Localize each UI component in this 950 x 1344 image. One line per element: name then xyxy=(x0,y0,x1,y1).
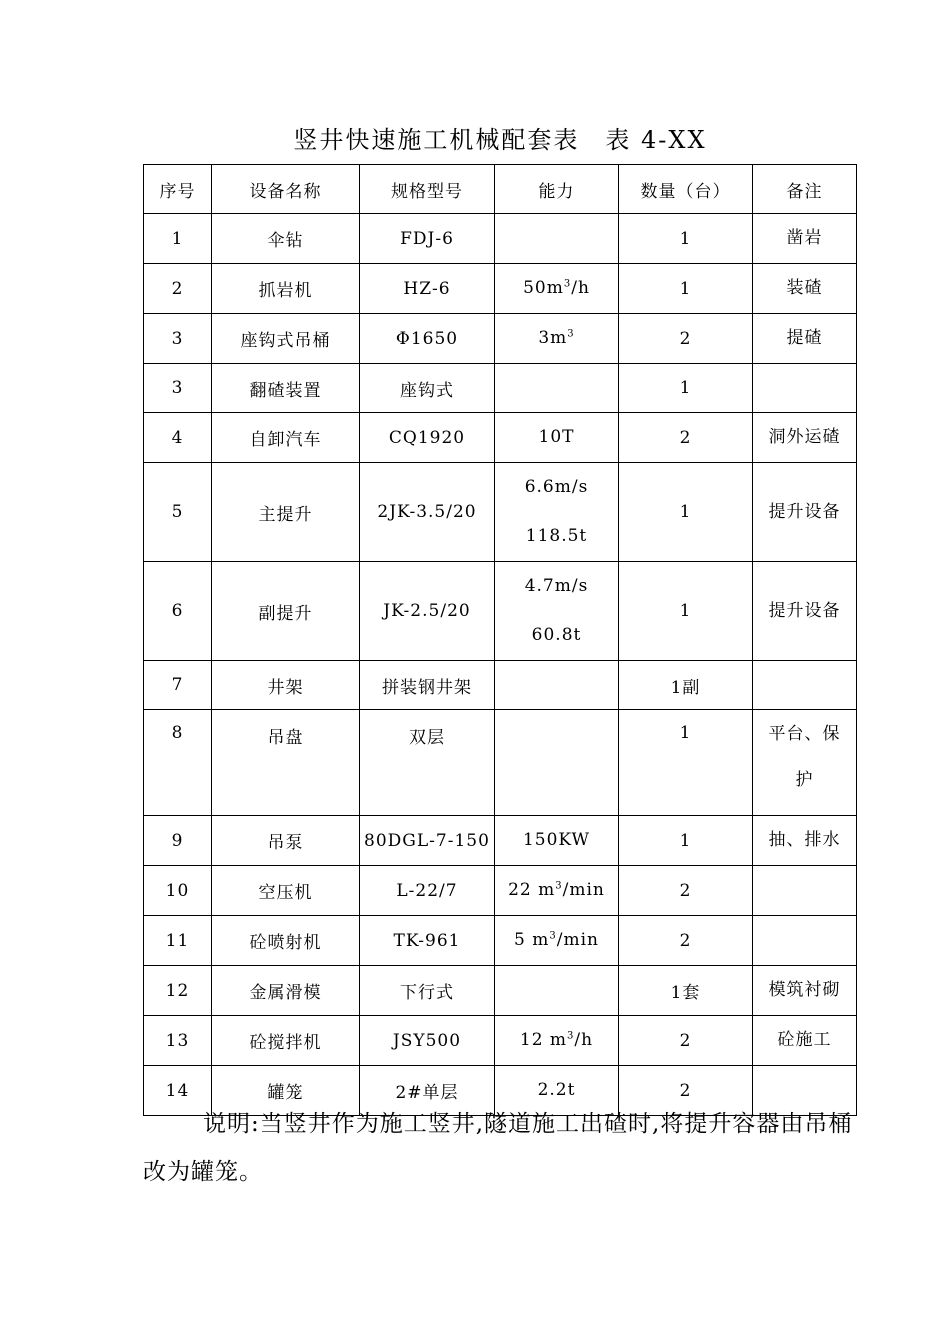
cell-note xyxy=(753,1016,857,1066)
cell-note xyxy=(753,866,857,916)
capacity-line: $50m^3/h$ xyxy=(523,278,590,298)
cell-model: CQ1920 xyxy=(360,413,495,463)
note-line: 提碴 xyxy=(786,328,823,348)
column-header: 规格型号 xyxy=(360,165,495,214)
cell-note xyxy=(753,661,857,710)
capacity-line: 150KW xyxy=(522,830,590,850)
capacity-line: 22 $m^3/\min$ xyxy=(508,880,605,900)
cell-note xyxy=(753,413,857,463)
cell-note xyxy=(753,214,857,264)
cell-model: 座钩式 xyxy=(360,364,495,413)
note-line: 凿岩 xyxy=(786,228,823,248)
cell-capacity xyxy=(495,866,619,916)
cell-note xyxy=(753,463,857,562)
column-header: 设备名称 xyxy=(212,165,360,214)
cell-no: 10 xyxy=(144,866,212,916)
table-row xyxy=(144,816,857,866)
cell-no: 5 xyxy=(144,463,212,562)
cell-quantity: 1 xyxy=(619,364,753,413)
note-line: 砼施工 xyxy=(777,1030,832,1050)
cell-name: 空压机 xyxy=(212,866,360,916)
cell-capacity xyxy=(495,816,619,866)
column-header: 备注 xyxy=(753,165,857,214)
table-row xyxy=(144,413,857,463)
capacity-line: 118.5t xyxy=(525,526,588,546)
cell-quantity: 1 xyxy=(619,264,753,314)
table-row xyxy=(144,661,857,710)
cell-capacity xyxy=(495,1016,619,1066)
equipment-table xyxy=(143,164,857,1116)
cell-model: 2JK-3.5/20 xyxy=(360,463,495,562)
note-line: 模筑衬砌 xyxy=(768,980,841,1000)
cell-quantity: 2 xyxy=(619,314,753,364)
cell-capacity xyxy=(495,916,619,966)
note-line: 抽、排水 xyxy=(768,830,841,850)
cell-no: 11 xyxy=(144,916,212,966)
cell-model: 双层 xyxy=(360,710,495,816)
cell-model: Φ1650 xyxy=(360,314,495,364)
cell-note xyxy=(753,710,857,816)
cell-quantity: 1 xyxy=(619,214,753,264)
cell-no: 2 xyxy=(144,264,212,314)
note-line: 平台、保 xyxy=(768,724,841,744)
table-row xyxy=(144,314,857,364)
cell-capacity xyxy=(495,264,619,314)
cell-capacity xyxy=(495,314,619,364)
note-line: 提升设备 xyxy=(768,600,841,621)
cell-no: 1 xyxy=(144,214,212,264)
note-line: 提升设备 xyxy=(768,501,841,522)
cell-note xyxy=(753,816,857,866)
cell-name: 座钩式吊桶 xyxy=(212,314,360,364)
table-row xyxy=(144,463,857,562)
cell-no: 4 xyxy=(144,413,212,463)
table-row xyxy=(144,916,857,966)
cell-note xyxy=(753,966,857,1016)
capacity-line: $3m^3$ xyxy=(538,328,575,348)
column-header: 序号 xyxy=(144,165,212,214)
cell-name: 井架 xyxy=(212,661,360,710)
capacity-line: 5 $m^3/\min$ xyxy=(514,930,599,950)
cell-model: FDJ-6 xyxy=(360,214,495,264)
caption-note: 说明:当竖井作为施工竖井,隧道施工出碴时,将提升容器由吊桶改为罐笼。 xyxy=(143,1111,853,1185)
cell-no: 12 xyxy=(144,966,212,1016)
cell-name: 主提升 xyxy=(212,463,360,562)
capacity-line: 2.2t xyxy=(537,1080,576,1100)
table-body xyxy=(144,214,857,1116)
cell-model: L-22/7 xyxy=(360,866,495,916)
cell-capacity xyxy=(495,364,619,413)
table-row xyxy=(144,710,857,816)
cell-name: 金属滑模 xyxy=(212,966,360,1016)
cell-model: JK-2.5/20 xyxy=(360,562,495,661)
cell-capacity xyxy=(495,463,619,562)
table-row xyxy=(144,1016,857,1066)
cell-note xyxy=(753,264,857,314)
cell-note xyxy=(753,562,857,661)
cell-note xyxy=(753,364,857,413)
table-row xyxy=(144,264,857,314)
cell-note xyxy=(753,916,857,966)
cell-name: 抓岩机 xyxy=(212,264,360,314)
cell-no: 9 xyxy=(144,816,212,866)
cell-model: 下行式 xyxy=(360,966,495,1016)
cell-no: 7 xyxy=(144,661,212,710)
table-row xyxy=(144,966,857,1016)
capacity-line: 60.8t xyxy=(531,625,582,645)
cell-model: 80DGL-7-150 xyxy=(360,816,495,866)
cell-name: 自卸汽车 xyxy=(212,413,360,463)
cell-name: 吊泵 xyxy=(212,816,360,866)
cell-no: 3 xyxy=(144,364,212,413)
cell-model: JSY500 xyxy=(360,1016,495,1066)
cell-capacity xyxy=(495,710,619,816)
cell-no: 8 xyxy=(144,710,212,816)
cell-name: 伞钻 xyxy=(212,214,360,264)
capacity-line: 4.7m/s xyxy=(524,576,589,596)
note-line: 洞外运碴 xyxy=(768,427,841,447)
column-header: 能力 xyxy=(495,165,619,214)
cell-name: 砼喷射机 xyxy=(212,916,360,966)
cell-capacity xyxy=(495,661,619,710)
cell-name: 砼搅拌机 xyxy=(212,1016,360,1066)
cell-model: 拼装钢井架 xyxy=(360,661,495,710)
cell-model: 2#单层 xyxy=(360,1066,495,1116)
cell-name: 罐笼 xyxy=(212,1066,360,1116)
cell-quantity: 1 xyxy=(619,710,753,816)
table-title: 竖井快速施工机械配套表 表 4-XX xyxy=(293,126,707,154)
cell-note xyxy=(753,314,857,364)
cell-name: 翻碴装置 xyxy=(212,364,360,413)
cell-capacity xyxy=(495,413,619,463)
capacity-line: 6.6m/s xyxy=(524,477,589,497)
table-header-row xyxy=(144,165,857,214)
cell-quantity: 1副 xyxy=(619,661,753,710)
cell-no: 3 xyxy=(144,314,212,364)
note-line: 装碴 xyxy=(786,278,823,298)
cell-no: 6 xyxy=(144,562,212,661)
cell-quantity: 2 xyxy=(619,413,753,463)
table-row xyxy=(144,866,857,916)
cell-quantity: 2 xyxy=(619,1066,753,1116)
table-row xyxy=(144,562,857,661)
table-row xyxy=(144,364,857,413)
cell-name: 副提升 xyxy=(212,562,360,661)
cell-quantity: 2 xyxy=(619,1016,753,1066)
cell-quantity: 1 xyxy=(619,562,753,661)
cell-name: 吊盘 xyxy=(212,710,360,816)
capacity-line: 12 $m^3/h$ xyxy=(519,1030,594,1050)
cell-capacity xyxy=(495,214,619,264)
cell-no: 14 xyxy=(144,1066,212,1116)
table-row xyxy=(144,214,857,264)
note-line: 护 xyxy=(795,770,814,790)
cell-quantity: 1套 xyxy=(619,966,753,1016)
cell-capacity xyxy=(495,966,619,1016)
column-header: 数量（台） xyxy=(619,165,753,214)
capacity-line: 10T xyxy=(538,427,575,447)
cell-quantity: 1 xyxy=(619,816,753,866)
cell-no: 13 xyxy=(144,1016,212,1066)
cell-model: TK-961 xyxy=(360,916,495,966)
cell-quantity: 2 xyxy=(619,916,753,966)
cell-quantity: 2 xyxy=(619,866,753,916)
cell-capacity xyxy=(495,562,619,661)
cell-quantity: 1 xyxy=(619,463,753,562)
cell-model: HZ-6 xyxy=(360,264,495,314)
